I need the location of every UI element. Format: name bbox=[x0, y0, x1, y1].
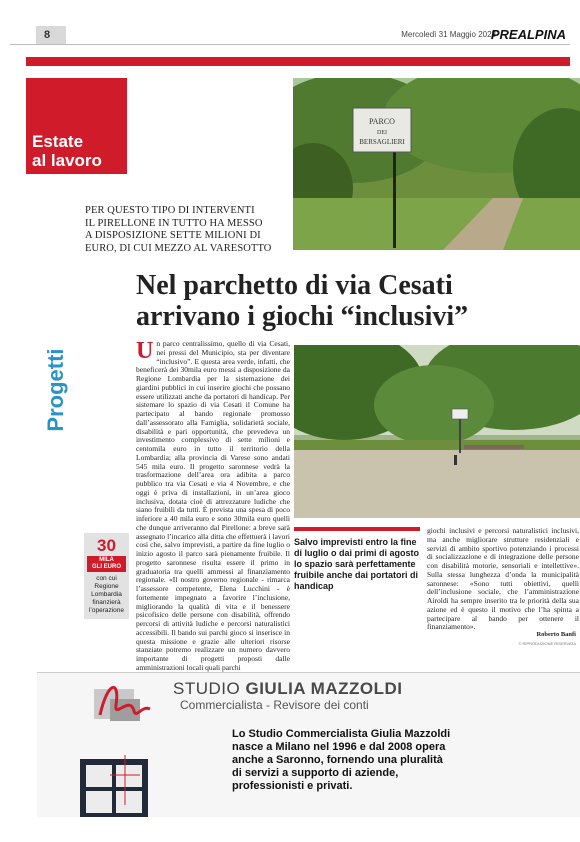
dropcap: U bbox=[136, 338, 154, 364]
article-body-1: n parco centralissimo, quello di via Cesati, nei pressi del Municipio, sta per diventare “inclusivo”. E questa area verde, infatti, che beneficerà dei 30mila euro messi a disposizione da Regione Lombardia per la sistemazione dei giardini pubblici in cui inserire giochi che possano essere utilizzati anche da portatori di handicap. Per sistemare lo spazio di via Cesati il Comune ha partecipato al bando regionale promosso dall’assessorato alla Famiglia, solidarietà sociale, disabilità e pari opportunità, che prevedeva un investimento complessivo di sette milioni e centomila euro in tutto il territorio della Lombardia; alla provincia di Varese sono andati 545 mila euro. Il progetto saronnese vedrà la trasformazione dell’area ora adibita a parco pubblico tra via Cesati e via 4 Novembre, e che oggi è priva di installazioni, in un’area gioco inclusiva, dotata cioè di attrezzature ludiche che siano fruibili da tutti. È prevista una spesa di poco inferiore a 40 mila euro e sono 30mila euro quelli che dunque arriveranno dal Pirellone: a breve sarà assegnato l’incarico alla ditta che effettuerà i lavori così che, salvo imprevisti, a partire da fine luglio o inizio agosto il parco sarà pienamente fruibile. Il progetto saronnese risulta essere il primo in graduatoria tra quelli ammessi al finanziamento regionale. «Il nostro governo regionale - rimarca l’assessore competente, Elena Lucchini - è fortemente impegnato a favorire l’inclusione, migliorando la qualità di vita e il benessere psicofisico delle persone con disabilità, offrendo percorsi di attività ludiche e percorsi naturalistici accessibili. Il bando sui parchi gioco si inserisce in questa missione e grazie alle ulteriori risorse stanziate potremo realizzare un numero davvero importante di progetti proposti dalle amministrazioni locali quali parchi bbox=[136, 339, 290, 672]
section-title: Estate al lavoro bbox=[32, 132, 102, 170]
page-number: 8 bbox=[44, 29, 51, 41]
photo-caption: Salvo imprevisti entro la fine di luglio o dai primi di agosto lo spazio sarà perfettamente fruibile anche dai portatori di handicap bbox=[294, 527, 426, 592]
masthead: PREALPINA bbox=[490, 27, 566, 42]
info-box bbox=[84, 533, 129, 619]
sign-text-1: PARCO bbox=[369, 117, 395, 126]
playground-photo bbox=[294, 345, 580, 518]
article-column-3: giochi inclusivi e percorsi naturalistici inclusivi, ma anche migliorare strutture residenziali e servizi di ambito sportivo potenziando i processi di socializzazione e di integrazione delle persone con disabilità motorie, sensoriali e intellettive». Sulla stessa lunghezza d’onda la municipalità saronnese: «Sono tutti obiettivi, quelli dell’inclusione sociale, che l’amministrazione Airoldi ha sempre inserito tra le priorità della sua azione ed è questo il motivo che l’ha spinta a partecipare al bando per ottenere il finanziamento». bbox=[427, 526, 579, 632]
header-red-bar bbox=[26, 57, 570, 66]
window-illustration bbox=[70, 745, 190, 817]
info-number: 30 bbox=[97, 536, 116, 555]
sign-text-2: DEI bbox=[377, 130, 387, 136]
vertical-section-label: Progetti bbox=[43, 348, 68, 432]
studio-logo bbox=[90, 675, 170, 725]
kicker: PER QUESTO TIPO DI INTERVENTI IL PIRELLONE IN TUTTO HA MESSO A DISPOSIZIONE SETTE MILIONI DI EURO, DI CUI MEZZO AL VARESOTTO bbox=[85, 205, 272, 254]
studio-subtitle: Commercialista - Revisore dei conti bbox=[180, 698, 369, 712]
headline: Nel parchetto di via Cesati arrivano i giochi “inclusivi” bbox=[136, 270, 469, 332]
copyright-note: © RIPRODUZIONE RISERVATA bbox=[518, 641, 576, 646]
page-number-box bbox=[36, 26, 66, 44]
issue-date: Mercoledì 31 Maggio 2023 bbox=[401, 30, 496, 39]
studio-description: Lo Studio Commercialista Giulia Mazzoldi nasce a Milano nel 1996 e dal 2008 opera anche a Saronno, fornendo una pluralità di servizi a supporto di aziende, professionisti e privati. bbox=[232, 728, 451, 792]
byline: Roberto Banfi bbox=[536, 631, 576, 638]
info-text: con cui Regione Lombardia finanzierà l’operazione bbox=[88, 575, 125, 614]
header-divider bbox=[10, 44, 570, 45]
caption-bar bbox=[294, 527, 420, 531]
park-sign-photo bbox=[293, 78, 580, 250]
article-column-1 bbox=[136, 340, 290, 673]
info-unit: MILA GLI EURO bbox=[87, 556, 126, 572]
studio-name: STUDIO GIULIA MAZZOLDI bbox=[173, 679, 403, 698]
sign-text-3: BERSAGLIERI bbox=[359, 138, 405, 146]
